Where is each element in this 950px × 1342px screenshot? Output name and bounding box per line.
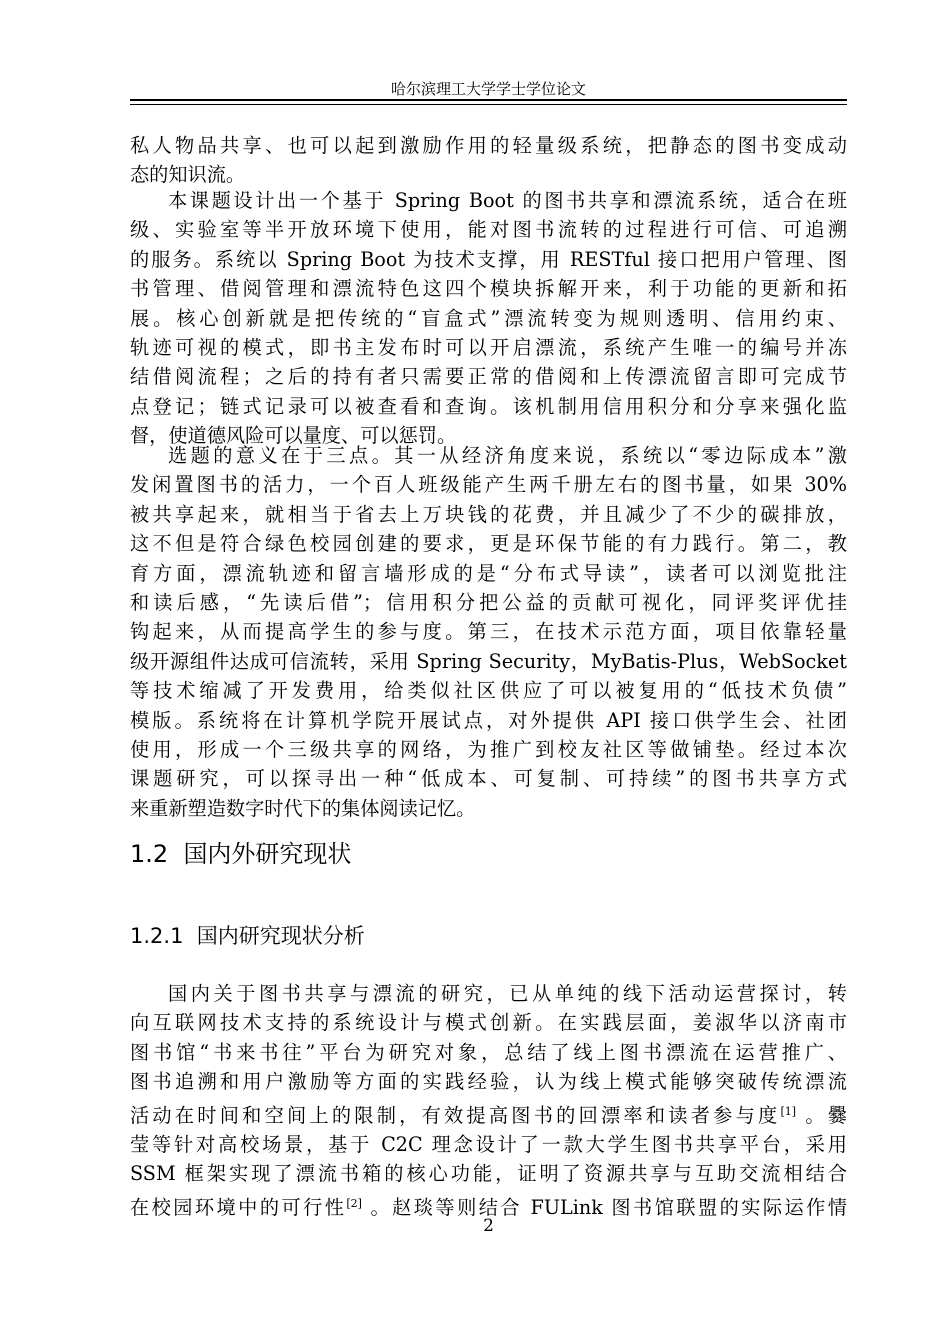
- text-line: 莹等针对高校场景，基于 C2C 理念设计了一款大学生图书共享平台，采用: [130, 1133, 847, 1157]
- text-line: 展。核心创新就是把传统的“盲盒式”漂流转变为规则透明、信用约束、: [130, 306, 847, 330]
- text-line: 课题研究，可以探寻出一种“低成本、可复制、可持续”的图书共享方式: [130, 767, 847, 791]
- text-line: 级开源组件达成可信流转，采用 Spring Security，MyBatis-Plus，WebSocket: [130, 649, 847, 673]
- text-line: 来重新塑造数字时代下的集体阅读记忆。: [130, 796, 476, 820]
- text-line: 的服务。系统以 Spring Boot 为技术支撑，用 RESTful 接口把用户管理、图: [130, 247, 847, 271]
- text-line-with-citation: [130, 1097, 847, 1130]
- paragraph-3: [130, 441, 847, 823]
- text-line: 向互联网技术支持的系统设计与模式创新。在实践层面，姜淑华以济南市: [130, 1011, 847, 1035]
- citation-ref-2[interactable]: [2]: [346, 1196, 362, 1210]
- page-number: 2: [483, 1216, 494, 1236]
- text-segment: 。爨: [796, 1103, 847, 1127]
- paragraph-4: [130, 979, 847, 1222]
- text-line: 结借阅流程；之后的持有者只需要正常的借阅和上传漂流留言即可完成节: [130, 365, 847, 389]
- text-line: 使用，形成一个三级共享的网络，为推广到校友社区等做铺垫。经过本次: [130, 738, 847, 762]
- text-line: 本课题设计出一个基于 Spring Boot 的图书共享和漂流系统，适合在班: [168, 189, 847, 212]
- subsection-title: 国内研究现状分析: [196, 924, 365, 948]
- text-line: 育方面，漂流轨迹和留言墙形成的是“分布式导读”，读者可以浏览批注: [130, 561, 847, 585]
- text-line: 态的知识流。: [130, 163, 246, 187]
- text-line: 图书追溯和用户激励等方面的实践经验，认为线上模式能够突破传统漂流: [130, 1070, 847, 1094]
- text-line: 国内关于图书共享与漂流的研究，已从单纯的线下活动运营探讨，转: [168, 982, 847, 1005]
- text-line: 钩起来，从而提高学生的参与度。第三，在技术示范方面，项目依靠轻量: [130, 620, 847, 644]
- text-line: 轨迹可视的模式，即书主发布时可以开启漂流，系统产生唯一的编号并冻: [130, 336, 847, 360]
- running-header: 哈尔滨理工大学学士学位论文: [390, 80, 586, 98]
- header-rule-thin: [130, 104, 847, 105]
- text-line: 点登记；链式记录可以被查看和查询。该机制用信用积分和分享来强化监: [130, 394, 847, 418]
- text-line: 督，使道德风险可以量度、可以惩罚。: [130, 424, 457, 448]
- section-number: 1.2: [130, 840, 169, 868]
- text-line: 级、实验室等半开放环境下使用，能对图书流转的过程进行可信、可追溯: [130, 218, 847, 242]
- text-line: 发闲置图书的活力，一个百人班级能产生两千册左右的图书量，如果 30%: [130, 473, 847, 497]
- text-line: 被共享起来，就相当于省去上万块钱的花费，并且减少了不少的碳排放，: [130, 502, 847, 526]
- section-title: 国内外研究现状: [183, 840, 352, 868]
- text-line: 私人物品共享、也可以起到激励作用的轻量级系统，把静态的图书变成动: [130, 134, 847, 157]
- text-line: 等技术缩减了开发费用，给类似社区供应了可以被复用的“低技术负债”: [130, 679, 847, 703]
- text-line: 和读后感，“先读后借”；信用积分把公益的贡献可视化，同评奖评优挂: [130, 591, 847, 615]
- text-line: 书管理、借阅管理和漂流特色这四个模块拆解开来，利于功能的更新和拓: [130, 277, 847, 301]
- subsection-heading: [130, 920, 365, 950]
- text-line: 选题的意义在于三点。其一从经济角度来说，系统以“零边际成本”激: [168, 444, 847, 467]
- text-line: 这不但是符合绿色校园创建的要求，更是环保节能的有力践行。第二，教: [130, 532, 847, 556]
- text-line: 图书馆“书来书往”平台为研究对象，总结了线上图书漂流在运营推广、: [130, 1040, 847, 1064]
- header-rule-thick: [130, 99, 847, 101]
- text-segment: 活动在时间和空间上的限制，有效提高图书的回漂率和读者参与度: [130, 1103, 781, 1127]
- subsection-number: 1.2.1: [130, 924, 184, 948]
- citation-ref-1[interactable]: [1]: [780, 1104, 797, 1118]
- paragraph-2: [130, 186, 847, 451]
- paragraph-1: [130, 131, 847, 190]
- text-segment: 在校园环境中的可行性: [130, 1195, 347, 1219]
- text-line: 模版。系统将在计算机学院开展试点，对外提供 API 接口供学生会、社团: [130, 708, 847, 732]
- text-segment: 。赵琰等则结合 FULink 图书馆联盟的实际运作情: [361, 1195, 847, 1219]
- text-line: SSM 框架实现了漂流书箱的核心功能，证明了资源共享与互助交流相结合: [130, 1162, 847, 1186]
- section-heading: [130, 834, 351, 869]
